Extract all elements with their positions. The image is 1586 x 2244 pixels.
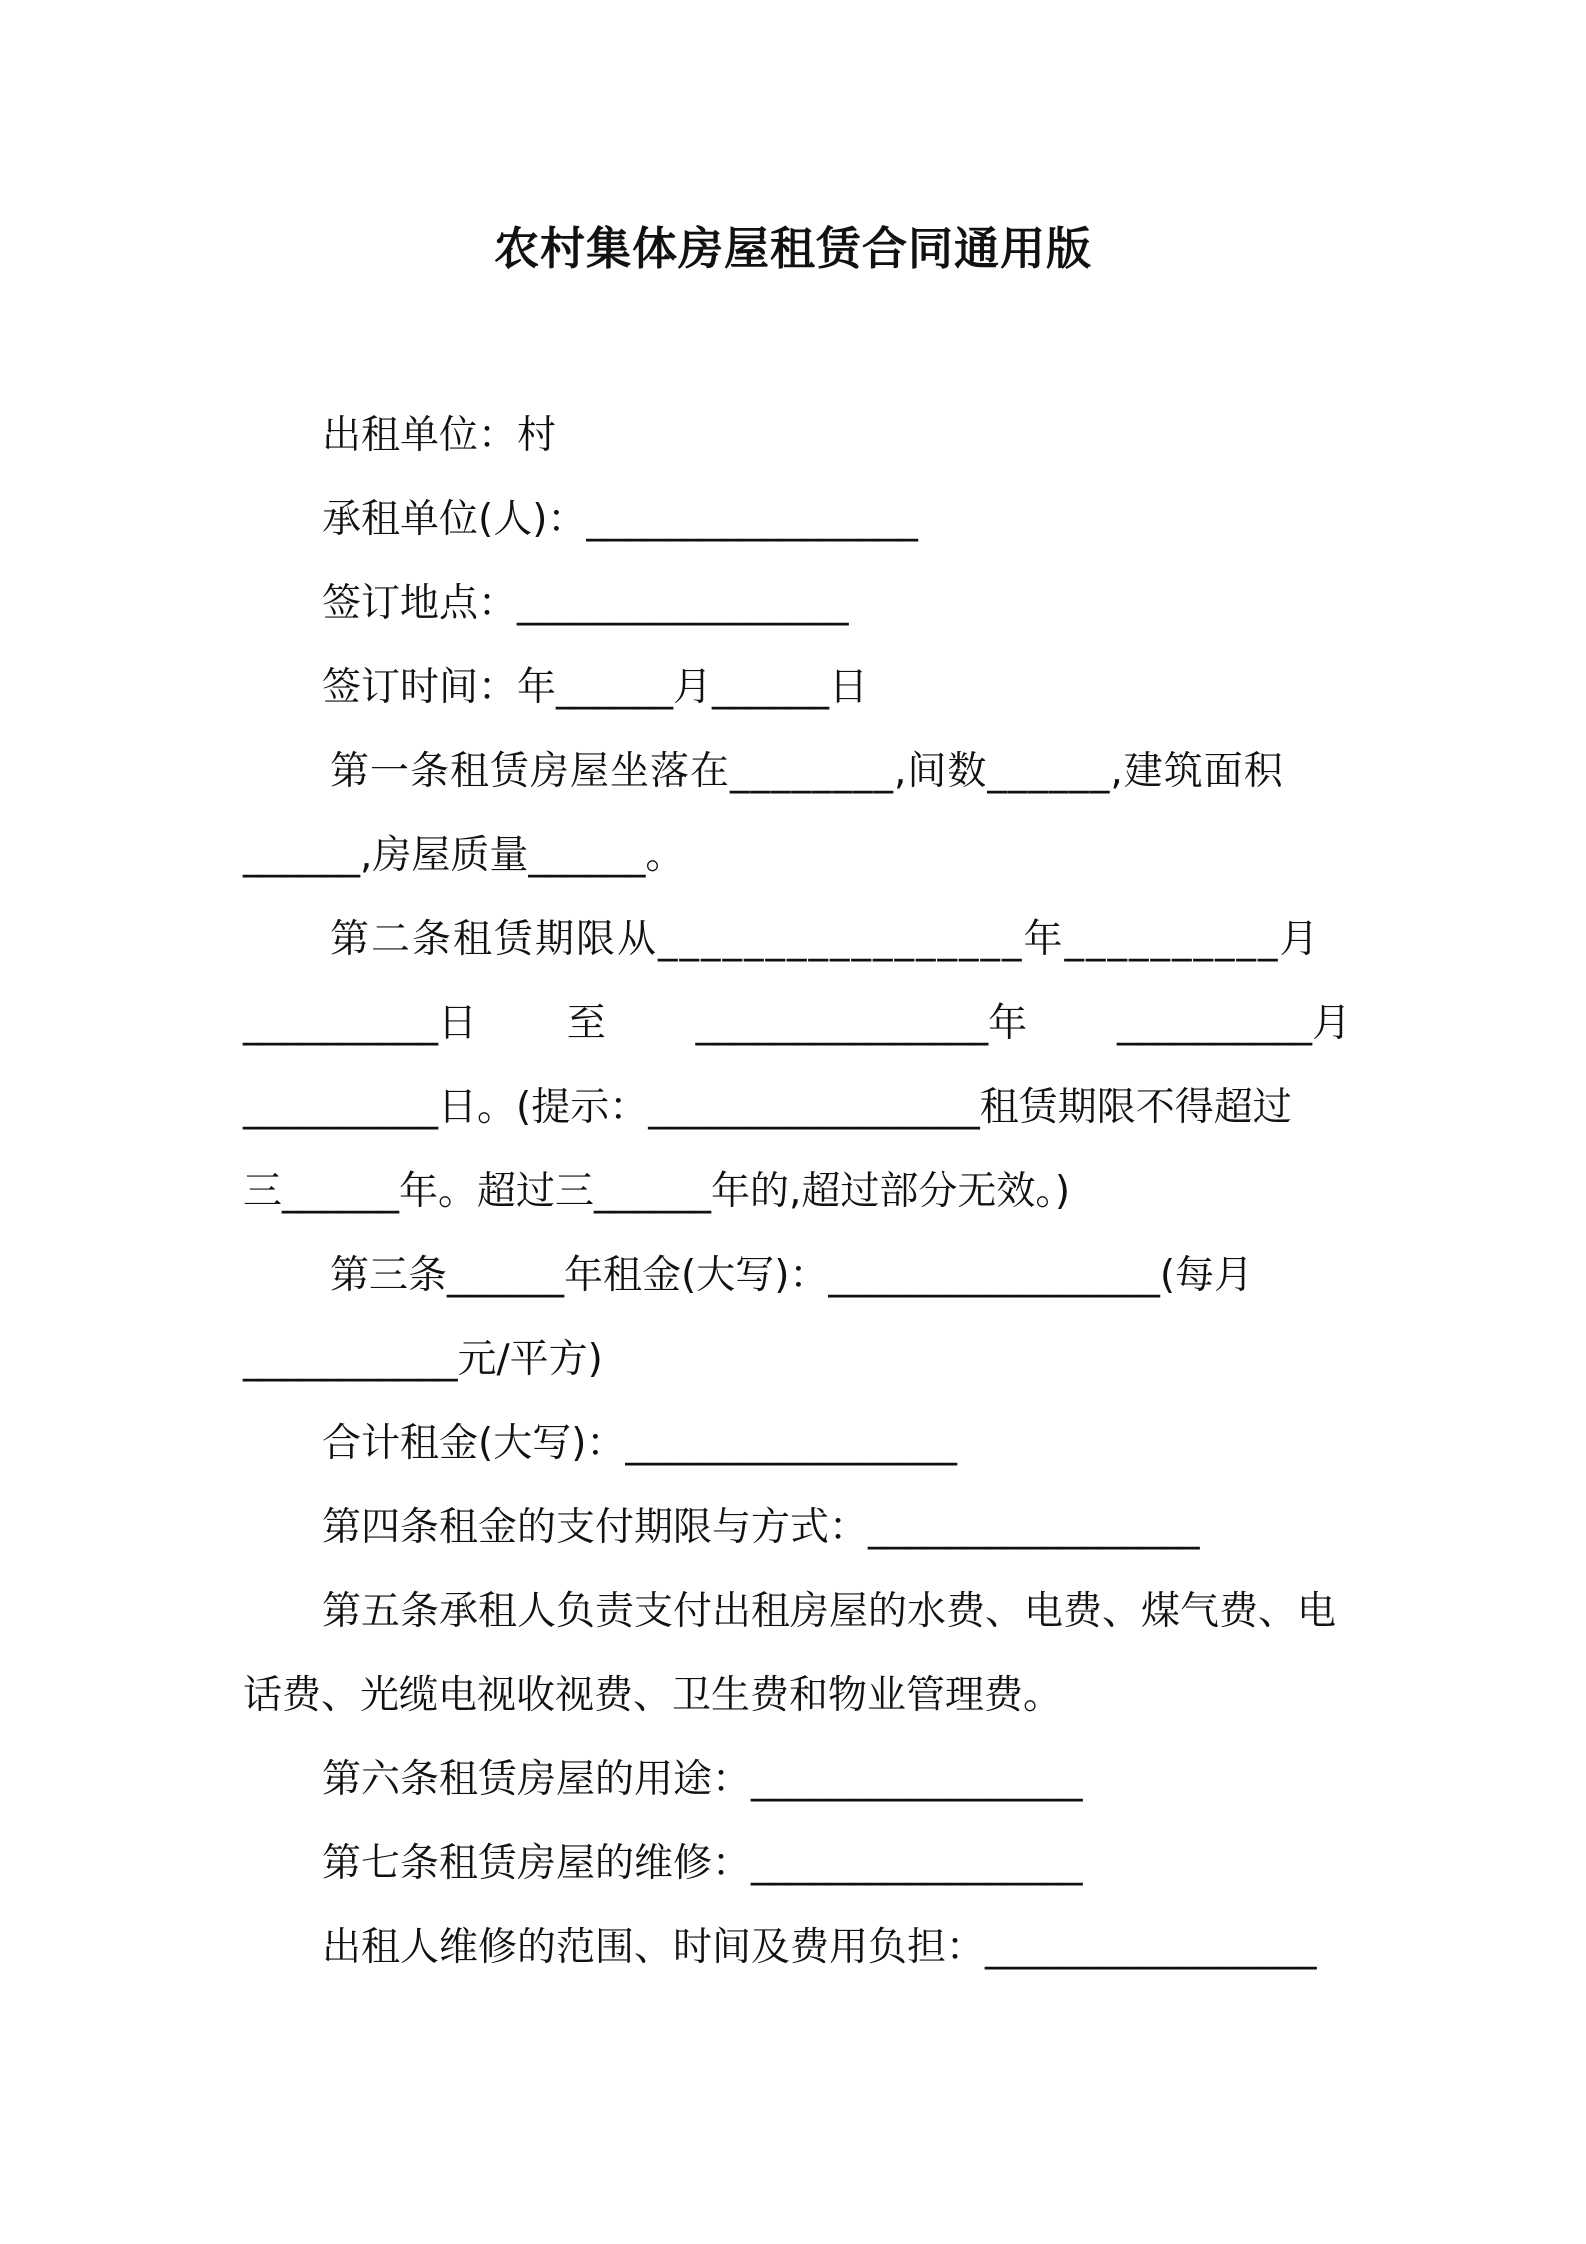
signing-place-line: 签订地点：_________________ [322,581,849,626]
article-3-line-2: ___________元/平方) [243,1337,603,1382]
article-5-line-2: 话费、光缆电视收视费、卫生费和物业管理费。 [243,1673,1063,1718]
lessee-line: 承租单位(人)：_________________ [322,497,918,542]
article-4-line: 第四条租金的支付期限与方式：_________________ [322,1505,1200,1550]
maintenance-scope-line: 出租人维修的范围、时间及费用负担：_________________ [322,1925,1317,1970]
article-6-line: 第六条租赁房屋的用途：_________________ [322,1757,1083,1802]
article-7-line: 第七条租赁房屋的维修：_________________ [322,1841,1083,1886]
lessor-line: 出租单位：村 [322,413,557,458]
signing-time-line: 签订时间：年______月______日 [322,665,869,710]
article-2-line-3: __________日。(提示：_________________租赁期限不得超过 [243,1085,1292,1130]
total-rent-line: 合计租金(大写)：_________________ [322,1421,957,1466]
article-2-to: 至 [566,1001,606,1046]
article-5-line-1: 第五条承租人负责支付出租房屋的水费、电费、煤气费、电 [322,1589,1337,1634]
article-2-year-blank: _______________年 [695,1001,1028,1046]
article-2-line-4: 三______年。超过三______年的,超过部分无效。) [243,1169,1071,1214]
article-2-line-1: 第二条租赁期限从_________________年__________月 [330,917,1321,962]
article-1-line-2: ______,房屋质量______。 [243,833,685,878]
article-3-line-1: 第三条______年租金(大写)：_________________(每月 [330,1253,1254,1298]
document-title: 农村集体房屋租赁合同通用版 [493,222,1092,275]
article-2-month-blank: __________月 [1116,1001,1351,1046]
article-2-day-blank: __________日 [243,1001,478,1046]
article-2-line-2 [243,1000,1351,1048]
article-1-line-1: 第一条租赁房屋坐落在________,间数______,建筑面积 [330,749,1284,794]
